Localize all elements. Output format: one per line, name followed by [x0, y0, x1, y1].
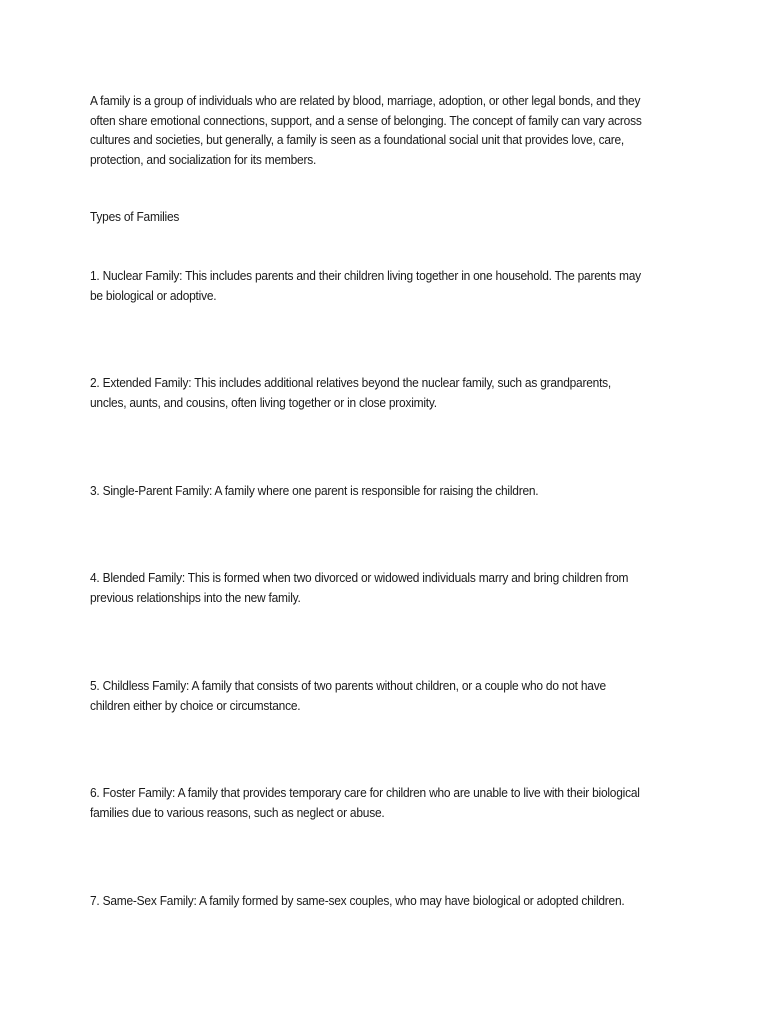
list-item-childless-family: 5. Childless Family: A family that consists of two parents without children, or a couple who do not have children either by choice or circumstance. — [90, 678, 606, 713]
list-item-nuclear-family: 1. Nuclear Family: This includes parents and their children living together in one household. The parents may be biological or adoptive. — [90, 268, 641, 303]
section-heading: Types of Families — [90, 209, 180, 224]
list-item-blended-family: 4. Blended Family: This is formed when two divorced or widowed individuals marry and bring children from previous relationships into the new family. — [90, 570, 629, 605]
list-item-single-parent-family: 3. Single-Parent Family: A family where one parent is responsible for raising the children. — [90, 483, 539, 498]
list-item-same-sex-family: 7. Same-Sex Family: A family formed by same-sex couples, who may have biological or adopted children. — [90, 893, 625, 908]
list-item-extended-family: 2. Extended Family: This includes additional relatives beyond the nuclear family, such as grandparents, uncles, aunts, and cousins, often living together or in close proximity. — [90, 375, 612, 410]
intro-paragraph: A family is a group of individuals who are related by blood, marriage, adoption, or other legal bonds, and they often share emotional connections, support, and a sense of belonging. The concept of family can vary across cultures and societies, but generally, a family is seen as a foundational social unit that provides love, care, protection, and socialization for its members. — [90, 93, 642, 167]
list-item-foster-family: 6. Foster Family: A family that provides temporary care for children who are unable to live with their biological families due to various reasons, such as neglect or abuse. — [90, 785, 640, 820]
